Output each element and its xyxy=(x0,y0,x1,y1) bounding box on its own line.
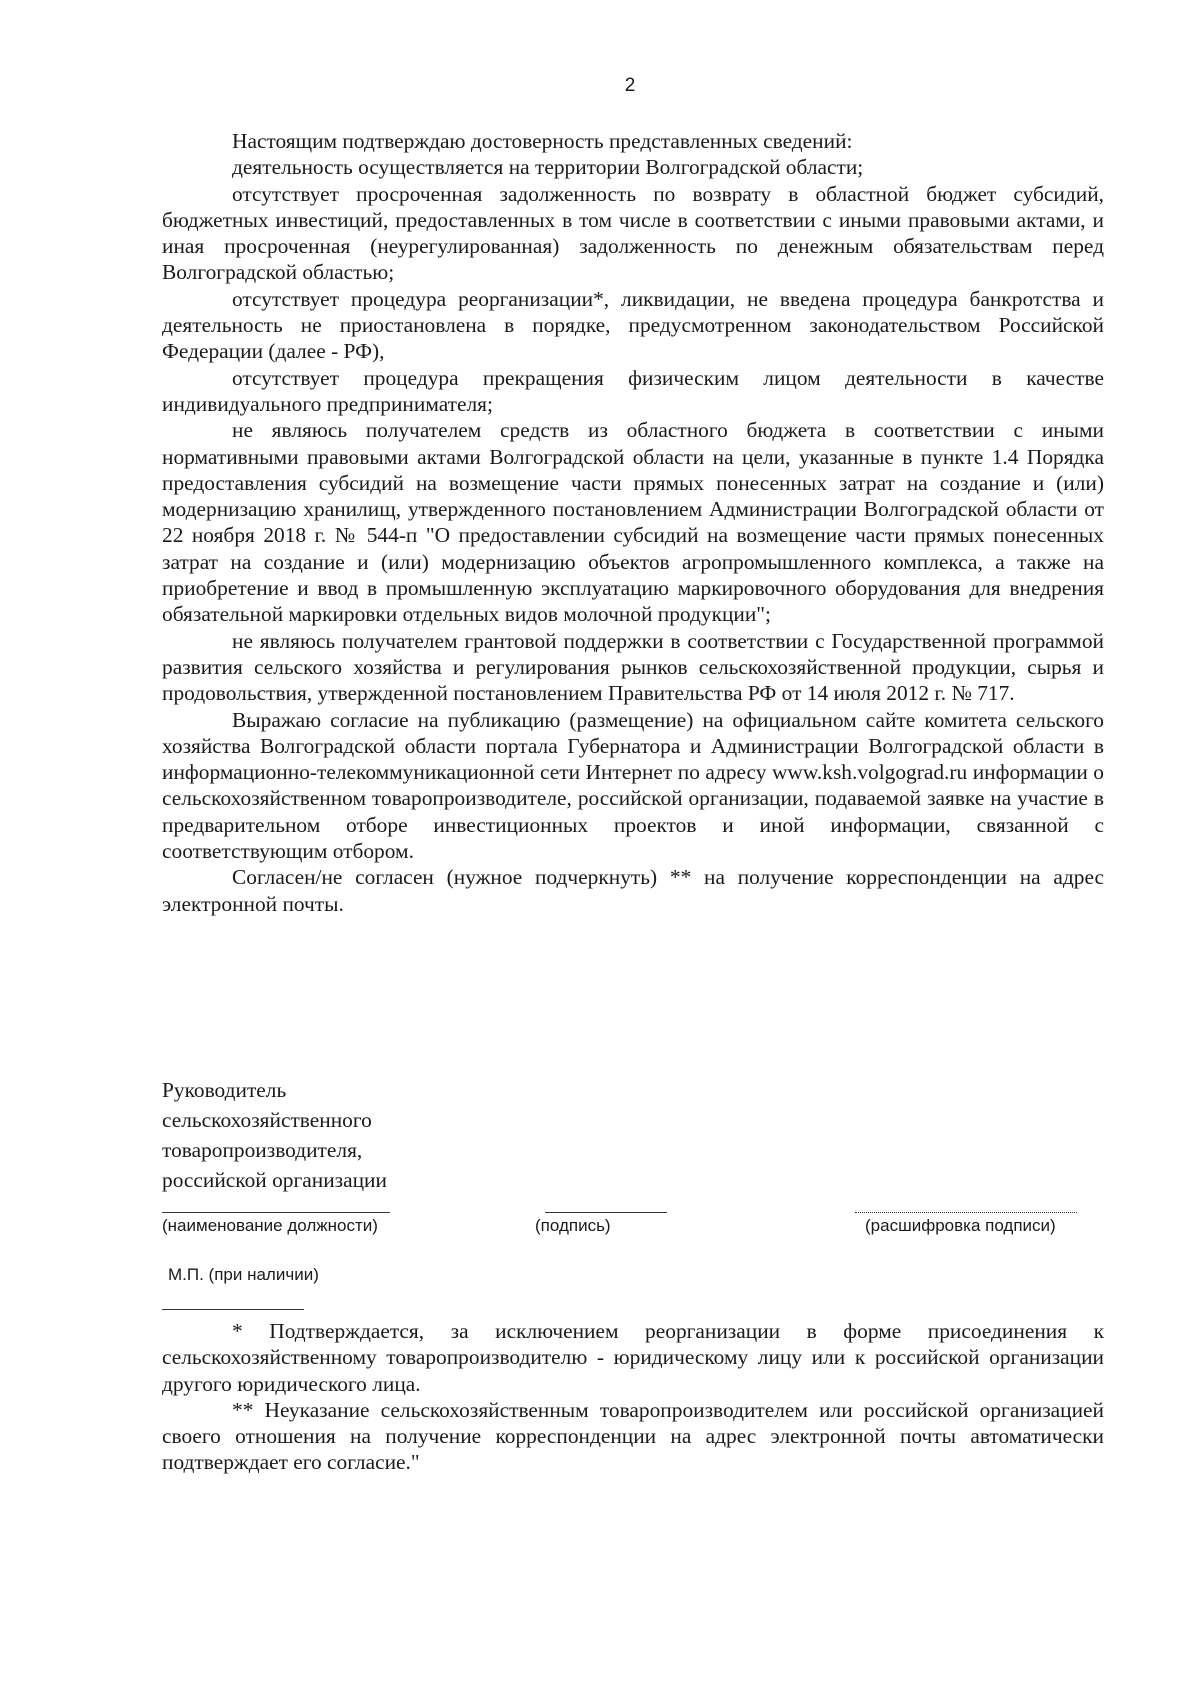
signatory-role-line: Руководитель xyxy=(162,1078,287,1102)
paragraph-confirmation: Настоящим подтверждаю достоверность представленных сведений: xyxy=(232,129,853,153)
caption-decoding: (расшифровка подписи) xyxy=(865,1216,1056,1235)
paragraph-no-debt: отсутствует просроченная задолженность по возврату в областной бюджет субсидий, бюджетных инвестиций, предоставленных в том числе в соответствии с иными правовыми актами, и иная просроченная (неурегулированная) задолженность по денежным обязательствам перед Волгоградской областью; xyxy=(162,181,1104,285)
declaration-body xyxy=(162,128,1104,917)
signature-line xyxy=(545,1212,667,1213)
caption-position: (наименование должности) xyxy=(162,1216,378,1235)
paragraph-not-recipient-grant: не являюсь получателем грантовой поддержки в соответствии с Государственной программой развития сельского хозяйства и регулирования рынков сельскохозяйственной продукции, сырья и продовольствия, утвержденной постановлением Правительства РФ от 14 июля 2012 г. № 717. xyxy=(162,628,1104,706)
signatory-role-line: сельскохозяйственного xyxy=(162,1108,372,1132)
paragraph-publication-consent: Выражаю согласие на публикацию (размещение) на официальном сайте комитета сельского хозяйства Волгоградской области портала Губернатора и Администрации Волгоградской области в информационно-телекоммуникационной сети Интернет по адресу www.ksh.volgograd.ru информации о сельскохозяйственном товаропроизводителе, российской организации, подаваемой заявке на участие в предварительном отборе инвестиционных проектов и иной информации, связанной с соответствующим отбором. xyxy=(162,707,1104,864)
footnotes xyxy=(162,1318,1104,1476)
footnote-email: ** Неуказание сельскохозяйственным товаропроизводителем или российской организацией своего отношения на получение корреспонденции на адрес электронной почты автоматически подтверждает его согласие." xyxy=(162,1397,1104,1475)
paragraph-territory: деятельность осуществляется на территории Волгоградской области; xyxy=(232,155,864,180)
signatory-role xyxy=(162,1075,562,1195)
signatory-role-line: товаропроизводителя, xyxy=(162,1138,363,1162)
footnote-reorganization: * Подтверждается, за исключением реорганизации в форме присоединения к сельскохозяйственному товаропроизводителю - юридическому лицу или к российской организации другого юридического лица. xyxy=(162,1319,1104,1396)
page-number: 2 xyxy=(624,75,636,96)
stamp-note: М.П. (при наличии) xyxy=(168,1265,319,1284)
paragraph-no-termination: отсутствует процедура прекращения физическим лицом деятельности в качестве индивидуального предпринимателя; xyxy=(162,365,1104,416)
position-line xyxy=(162,1212,390,1213)
footnote-divider xyxy=(162,1309,304,1310)
paragraph-not-recipient-funds: не являюсь получателем средств из областного бюджета в соответствии с иными нормативными правовыми актами Волгоградской области на цели, указанные в пункте 1.4 Порядка предоставления субсидий на возмещение части прямых понесенных затрат на создание и (или) модернизацию хранилищ, утвержденного постановлением Администрации Волгоградской области от 22 ноября 2018 г. № 544-п "О предоставлении субсидий на возмещение части прямых понесенных затрат на создание и (или) модернизацию объектов агропромышленного комплекса, а также на приобретение и ввод в промышленную эксплуатацию маркировочного оборудования для внедрения обязательной маркировки отдельных видов молочной продукции"; xyxy=(162,418,1104,627)
paragraph-email-consent: Согласен/не согласен (нужное подчеркнуть) ** на получение корреспонденции на адрес электронной почты. xyxy=(162,865,1104,916)
paragraph-no-reorganization: отсутствует процедура реорганизации*, ликвидации, не введена процедура банкротства и деятельность не приостановлена в порядке, предусмотренном законодательством Российской Федерации (далее - РФ), xyxy=(162,286,1104,364)
signatory-role-line: российской организации xyxy=(162,1168,387,1192)
caption-signature: (подпись) xyxy=(535,1216,611,1235)
decoding-line xyxy=(855,1212,1077,1213)
